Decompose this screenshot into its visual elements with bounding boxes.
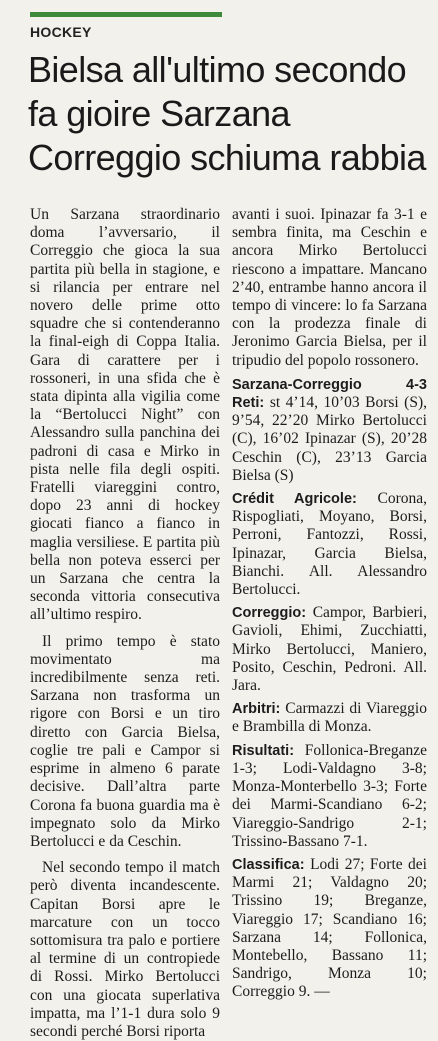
section-color-bar — [30, 12, 222, 17]
results-label: Risultati: — [232, 742, 305, 759]
match-sheet — [232, 376, 427, 1002]
match-teams: Sarzana-Correggio — [232, 376, 362, 393]
home-lineup-label: Crédit Agricole: — [232, 491, 378, 508]
article-headline — [28, 48, 428, 180]
away-lineup-block — [232, 604, 427, 695]
headline-line: fa gioire Sarzana — [28, 93, 290, 134]
results-block — [232, 742, 427, 851]
goals-label: Reti: — [232, 395, 270, 412]
article-column-right — [232, 206, 427, 1002]
standings-block — [232, 856, 427, 1002]
home-lineup-block — [232, 490, 427, 599]
standings-label: Classifica: — [232, 856, 311, 873]
body-paragraph: Un Sarzana straordinario doma l’avversario, il Correggio che gioca la sua partita più bella in stagione, e si rilancia per entrare nel novero delle prime otto squadre che si contenderanno la final-eigh di Coppa Italia. Gara di carattere per i rossoneri, in una sfida che è stata dipinta alla vigilia come la “Bertolucci Night” con Alessandro sulla panchina dei padroni di casa e Mirko in pista nelle fila degli ospiti. Fratelli viareggini contro, dopo 23 anni di hockey giocati fianco a fianco in maglia versiliese. E partita più bella non poteva esserci per un Sarzana che centra la seconda vittoria consecutiva all’ultimo respiro. — [30, 206, 220, 624]
headline-line: Bielsa all'ultimo secondo — [28, 49, 407, 90]
away-lineup-label: Correggio: — [232, 605, 313, 622]
away-lineup-text: Campor, Barbieri, Gavioli, Ehimi, Zucchiatti, Mirko Bertolucci, Maniero, Posito, Ceschin, Pedroni. All. Jara. — [232, 604, 427, 695]
article-column-left — [30, 206, 220, 1041]
results-text: Follonica-Breganze 1-3; Lodi-Valdagno 3-8; Monza-Monterbello 3-3; Forte dei Marmi-Scandiano 6-2; Viareggio-Sandrigo 2-1; Trissino-Bassano 7-1. — [232, 741, 427, 850]
body-paragraph: avanti i suoi. Ipinazar fa 3-1 e sembra finita, ma Ceschin e ancora Mirko Bertolucci riescono a impattare. Mancano 2’40, entrambe hanno ancora il tempo di vincere: lo fa Sarzana con la prodezza finale di Jeronimo Garcia Bielsa, per il tripudio del popolo rossonero. — [232, 206, 427, 369]
referees-text: Carmazzi di Viareggio e Brambilla di Monza. — [232, 700, 427, 736]
goals-block — [232, 394, 427, 485]
referees-label: Arbitri: — [232, 701, 286, 718]
match-header — [232, 376, 427, 394]
body-paragraph: Il primo tempo è stato movimentato ma incredibilmente senza reti. Sarzana non trasforma un rigore con Borsi e un tiro diretto con Garcia Bielsa, coglie tre pali e Campor si esprime in almeno 6 parate decisive. Dall’altra parte Corona fa buona guardia ma è impegnato solo da Mirko Bertolucci e da Ceschin. — [30, 632, 220, 850]
body-paragraph: Nel secondo tempo il match però diventa incandescente. Capitan Borsi apre le marcature con un tocco sottomisura tra palo e portiere al termine di un contropiede di Rossi. Mirko Bertolucci con una giocata superlativa impatta, ma l’1-1 dura solo 9 secondi perché Borsi riporta — [30, 859, 220, 1040]
home-lineup-text: Corona, Rispogliati, Moyano, Borsi, Perroni, Fantozzi, Rossi, Ipinazar, Garcia Bielsa, Bianchi. All. Alessandro Bertolucci. — [232, 490, 427, 599]
headline-line: Correggio schiuma rabbia — [28, 137, 426, 178]
referees-block — [232, 700, 427, 736]
section-label: HOCKEY — [30, 24, 92, 40]
goals-text: st 4’14, 10’03 Borsi (S), 9’54, 22’20 Mirko Bertolucci (C), 16’02 Ipinazar (S), 20’28 Ceschin (C), 23’13 Garcia Bielsa (S) — [232, 394, 427, 484]
standings-text: Lodi 27; Forte dei Marmi 21; Valdagno 20; Trissino 19; Breganze, Viareggio 17; Scandiano 16; Sarzana 14; Follonica, Montebello, Bassano 11; Sandrigo, Monza 10; Correggio 9. — — [232, 855, 427, 1001]
match-score: 4-3 — [406, 376, 427, 393]
